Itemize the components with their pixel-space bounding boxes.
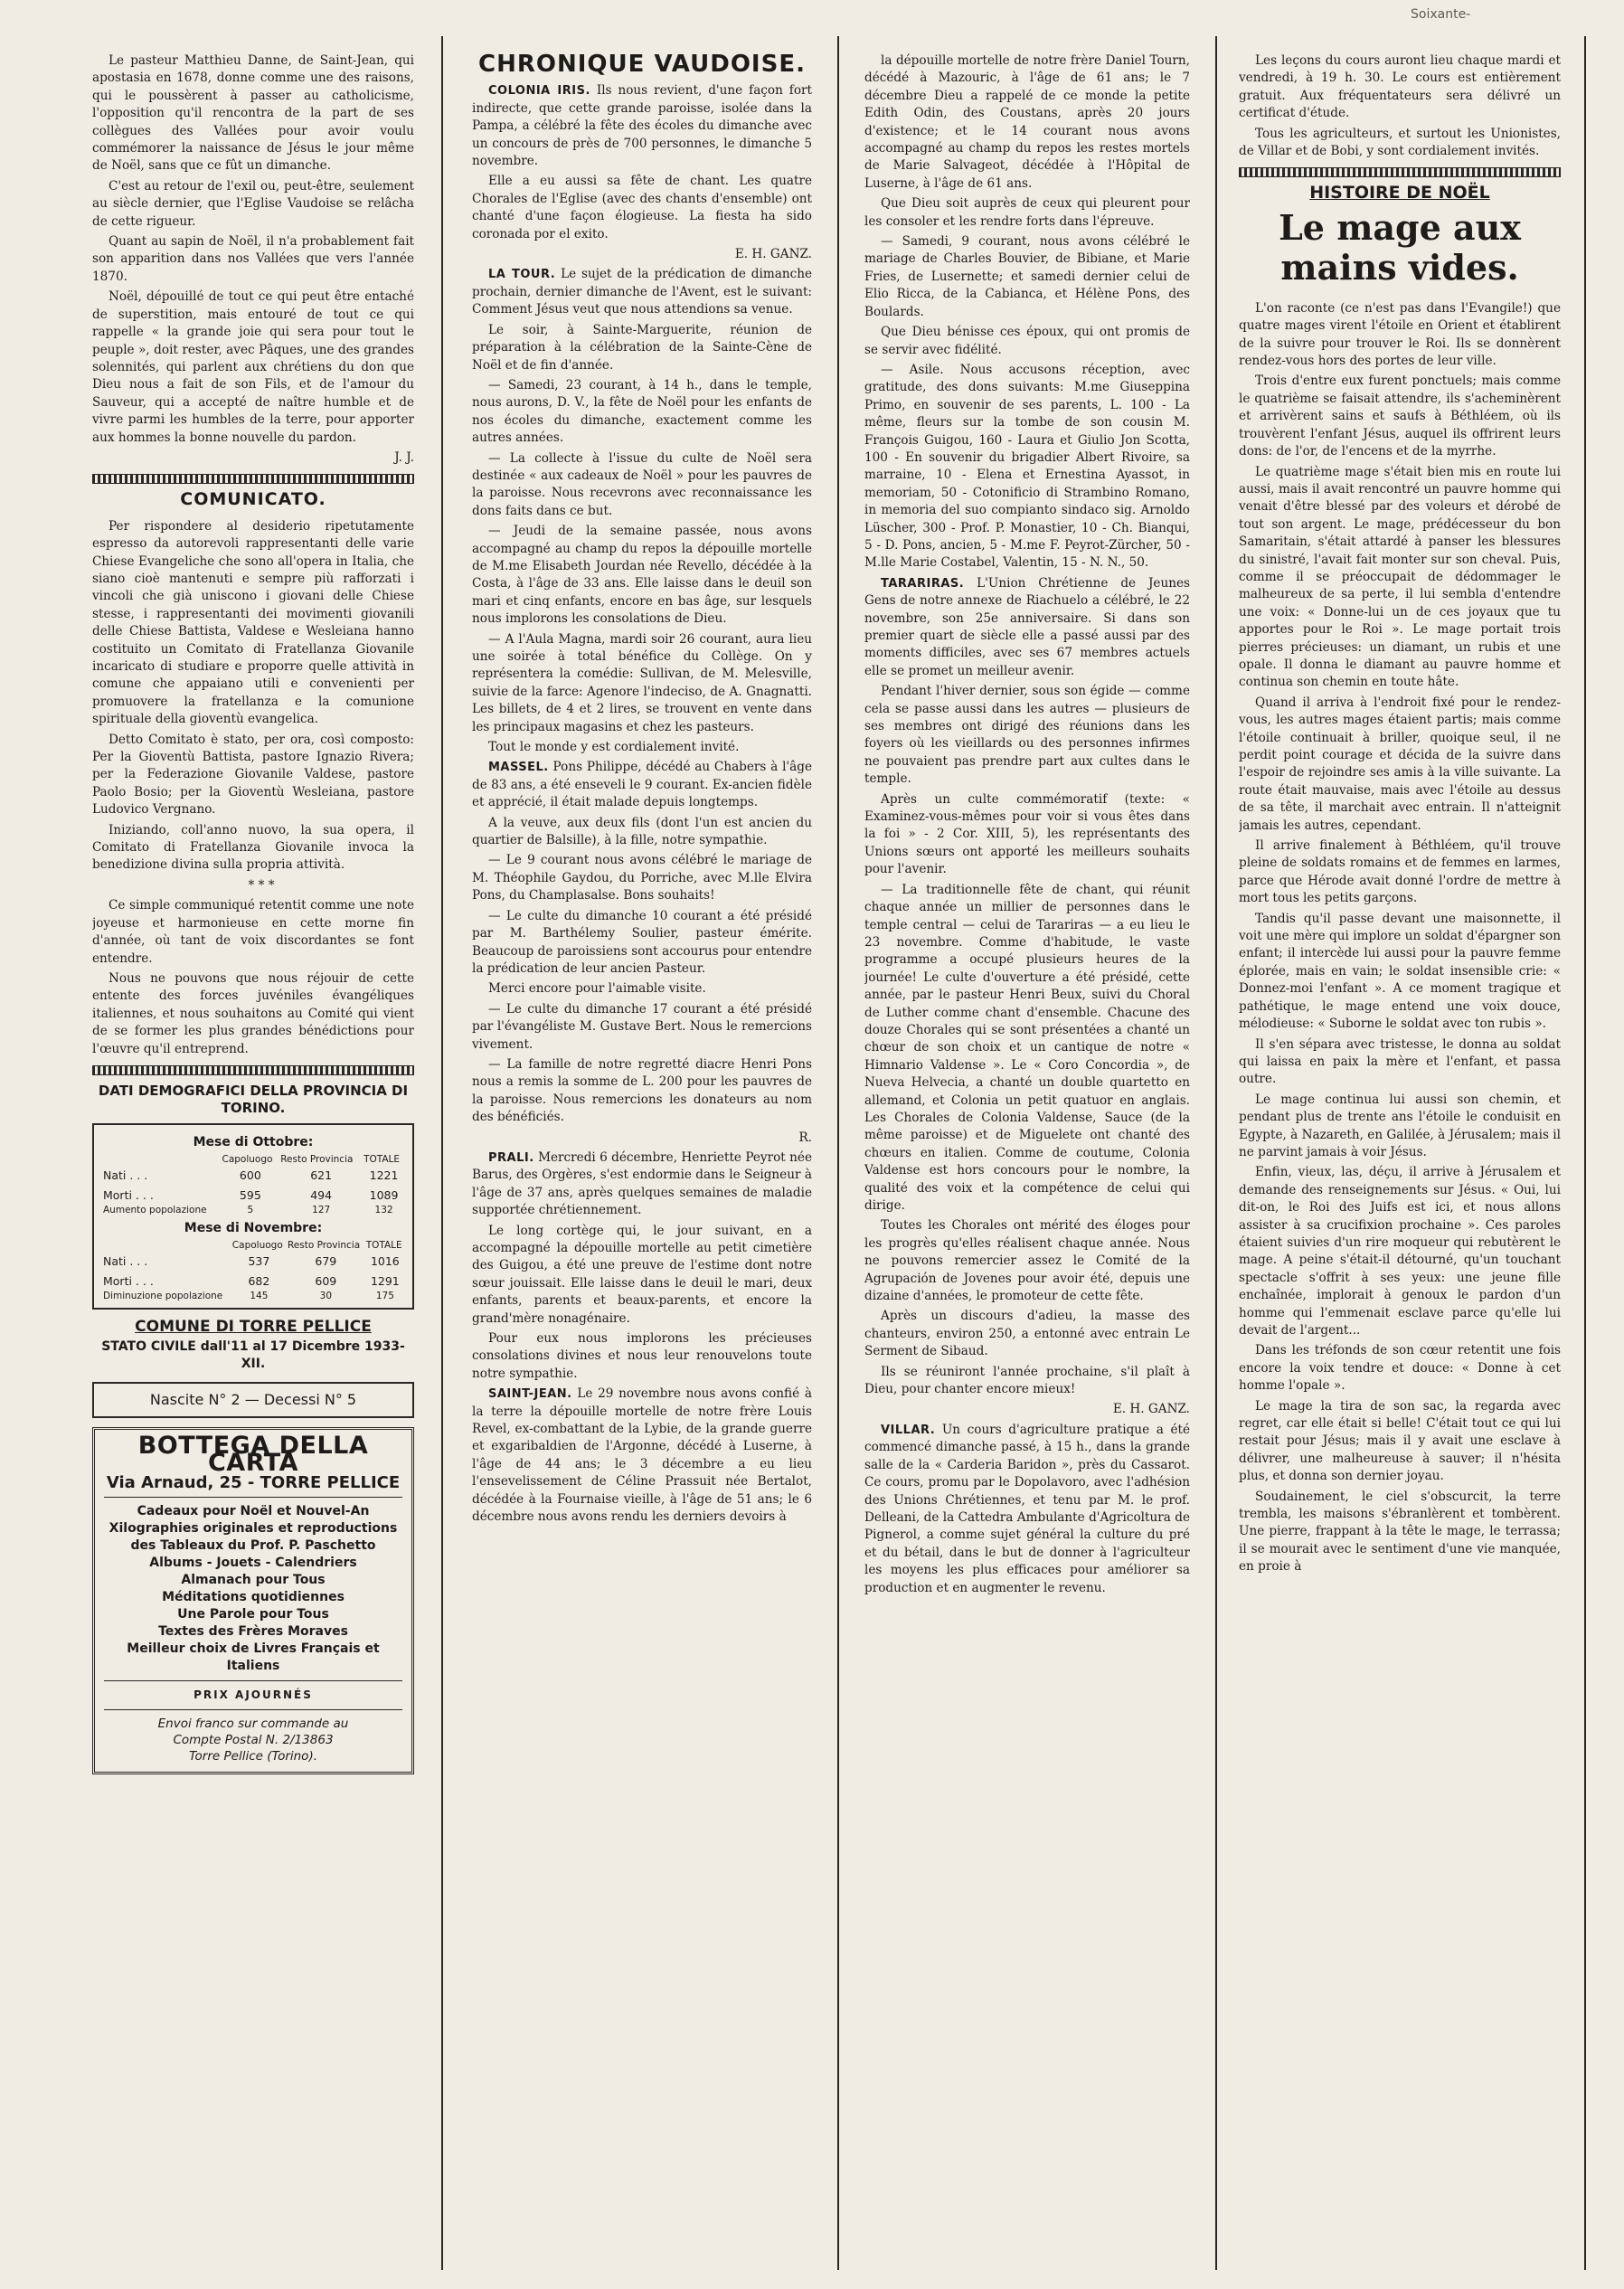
chronicle-entry (472, 82, 812, 170)
entry-text: A la veuve, aux deux fils (dont l'un est ancien du quartier de Balsille), à la fille, notre sympathie. (472, 815, 812, 848)
demo-header: TOTALE (364, 1154, 401, 1166)
story-paragraph: Tandis qu'il passe devant une maisonnette, il voit une mère qui implore un soldat d'épargner son enfant; il intercède lui aussi pour la pauvre femme éplorée, mais en vain; le soldat insensible crie: « Donnez-moi l'enfant ». A ce moment tragique et pathétique, le mage entend une voix douce, mélodieuse: « Suborne le soldat avec ton rubis ». (1239, 911, 1561, 1032)
advert-footer-line: Compte Postal N. 2/13863 (173, 1733, 334, 1748)
column-divider (1584, 36, 1586, 2270)
demo-cell: 682 (248, 1273, 270, 1288)
chronicle-entry (472, 1149, 812, 1220)
demo-cell: Morti . . . (103, 1187, 154, 1202)
entry-text: Que Dieu soit auprès de ceux qui pleurent pour les consoler et les rendre forts dans l'épreuve. (864, 196, 1190, 229)
chronicle-entry (472, 980, 812, 998)
entry-text: Elle a eu aussi sa fête de chant. Les quatre Chorales de l'Eglise (avec des chants d'ensemble) ont chanté d'une façon élogieuse. La fiesta ha sido coronada por el exito. (472, 174, 812, 241)
demo-row (101, 1272, 405, 1291)
chronicle-entry (864, 1217, 1190, 1305)
advert-footer-line: Torre Pellice (Torino). (188, 1749, 318, 1764)
article-paragraph: Noël, dépouillé de tout ce qui peut être entaché de superstition, mais entouré de tout ce qui rappelle « la grande joie qui sera pour tout le peuple », doit rester, avec Pâques, une des grandes solennités, qui parlent aux chrétiens du don que Dieu nous a fait de son Fils, et de l'amour du Sauveur, qui a accepté de naître humble et de vivre parmi les humbles de la terre, pour apporter aux hommes la bonne nouvelle du pardon. (92, 289, 414, 445)
chronique-continued (864, 52, 1190, 1597)
chronicle-entry (864, 324, 1190, 359)
commune-title: COMUNE DI TORRE PELLICE (135, 1318, 372, 1337)
advert-prix: PRIX AJOURNÉS (194, 1688, 313, 1702)
chronicle-entry (472, 266, 812, 318)
place-name: SAINT-JEAN. (488, 1387, 572, 1402)
chronicle-entry (472, 815, 812, 850)
entry-text: Après un culte commémoratif (texte: « Examinez-vous-mêmes pour voir si vous êtes dans la foi » - 2 Cor. XIII, 5), les représentants des Unions sœurs ont apporté les meilleurs souhaits pour l'avenir. (864, 791, 1190, 877)
chronicle-entry (864, 1422, 1190, 1597)
noel-article (92, 52, 414, 447)
chronicle-entry (472, 450, 812, 521)
chronique-title: CHRONIQUE VAUDOISE. (478, 52, 806, 78)
demo-row (101, 1291, 405, 1302)
section-divider (92, 474, 414, 484)
article-paragraph: Les leçons du cours auront lieu chaque mardi et vendredi, à 19 h. 30. Le cours est entièrement gratuit. Aux fréquentateurs sera délivré un certificat d'étude. (1239, 53, 1561, 121)
entry-text: Merci encore pour l'aimable visite. (488, 981, 706, 997)
demo-header: Capoluogo (222, 1154, 273, 1166)
advert-line: Albums - Jouets - Calendriers (149, 1556, 357, 1571)
chronicle-entry (472, 852, 812, 904)
entry-text: Le long cortège qui, le jour suivant, en a accompagné la dépouille mortelle au petit cimetière des Guigou, a été une preuve de l'estime dont notre sœur jouissait. Elle laisse dans le deuil le mari, deux enfants, parents et beaux-parents, et encore la grand'mère nonagénaire. (472, 1223, 812, 1326)
advert-line: Méditations quotidiennes (162, 1590, 345, 1605)
entry-text: — Samedi, 23 courant, à 14 h., dans le temple, nous aurons, D. V., la fête de Noël pour les enfants de nos écoles du dimanche, exactement comme les autres années. (472, 377, 812, 446)
chronicle-entry (472, 173, 812, 243)
masthead-corner: Soixante- (1411, 7, 1471, 22)
demo-cell: 600 (239, 1168, 261, 1183)
entry-text: Pons Philippe, décédé au Chabers à l'âge de 83 ans, a été enseveli le 9 courant. Ex-ancien fidèle et apprécié, il était malade depuis longtemps. (472, 760, 812, 810)
advert-footer-line: Envoi franco sur commande au (157, 1717, 349, 1732)
demo-header (101, 1153, 221, 1166)
demo-cell: 595 (239, 1187, 261, 1202)
chronicle-entry (472, 523, 812, 628)
entry-text: L'Union Chrétienne de Jeunes Gens de notre annexe de Riachuelo a célébré, le 22 novembre, son 25e anniversaire. Si dans son premier quart de siècle elle a passé aussi par des moments difficiles, avec ses 67 membres actuels elle se promet un meilleur avenir. (864, 575, 1190, 678)
chronicle-entry (472, 1386, 812, 1526)
chronicle-entry (864, 233, 1190, 321)
demo-cell: 1089 (369, 1187, 399, 1202)
demo-cell: 1016 (370, 1254, 400, 1269)
section-divider (92, 1065, 414, 1075)
demo-cell: Diminuzione popolazione (103, 1291, 223, 1302)
entry-text: — Jeudi de la semaine passée, nous avons accompagné au champ du repos la dépouille mortelle de M.me Elisabeth Jourdan née Revello, décédée à la Costa, à l'âge de 33 ans. Elle laisse dans le deuil son mari et cinq enfants, encore en bas âge, sur lesquels nous implorons les consolations de Dieu. (472, 524, 812, 627)
column-divider (441, 36, 443, 2270)
entry-signature: E. H. GANZ. (1112, 1402, 1190, 1417)
column-1 (92, 52, 414, 2259)
entry-text: Tout le monde y est cordialement invité. (488, 740, 740, 755)
advert-footer (104, 1716, 402, 1764)
demo-cell: 621 (310, 1168, 333, 1183)
entry-text: Après un discours d'adieu, la masse des chanteurs, environ 250, a entonné avec entrain Le Serment de Sibaud. (864, 1309, 1190, 1359)
advert-address: Via Arnaud, 25 - TORRE PELLICE (106, 1472, 401, 1492)
demo-header: Resto Provincia (287, 1240, 361, 1252)
comunicato-comment (92, 897, 414, 1058)
advert-line: Une Parole pour Tous (177, 1607, 329, 1622)
article-paragraph: Quant au sapin de Noël, il n'a probablement fait son apparition dans nos Vallées que vers l'année 1870. (92, 234, 414, 284)
article-paragraph: Tous les agriculteurs, et surtout les Unionistes, de Villar et de Bobi, y sont cordialement invités. (1239, 126, 1561, 159)
column-divider (1215, 36, 1217, 2270)
chronicle-entry (864, 362, 1190, 572)
story-title: Le mage aux mains vides. (1279, 206, 1521, 288)
entry-text: — Asile. Nous accusons réception, avec gratitude, des dons suivants: M.me Giuseppina Primo, en souvenir de ses parents, L. 100 - La même, fleurs sur la tombe de son cousin M. François Guigou, 160 - Laura et Giulio Jon Scotta, 100 - En souvenir du brigadier Albert Rivoire, sa marraine, 10 - Elena et Ernestina Ayassot, in memoriam, 50 - Cotonificio di Strambino Romano, in memoria del suo compianto sindaco sig. Arnoldo Lüscher, 300 - Prof. P. Monastier, 10 - Ch. Bianqui, 5 - D. Pons, ancien, 5 - M.me F. Peyrot-Zürcher, 50 - M.lle Marie Costabel, Valentin, 15 - N. N., 50. (864, 362, 1190, 571)
demo-cell: 609 (315, 1273, 337, 1288)
advert-line: Meilleur choix de Livres Français et Italiens (127, 1641, 380, 1674)
story-paragraph: L'on raconte (ce n'est pas dans l'Evangile!) que quatre mages virent l'étoile en Orient et établirent de la suivre pour trouver le Roi. Ils se donnèrent rendez-vous hors des portes de leur ville. (1239, 300, 1561, 369)
entry-text: — A l'Aula Magna, mardi soir 26 courant, aura lieu une soirée à total bénéfice du Collège. On y représentera la comédie: Sullivan, de M. Melesville, suivie de la farce: Agenore l'indeciso, de A. Gnagnatti. Les billets, de 4 et 2 lires, se trouvent en vente dans les principaux magasins et chez les pasteurs. (472, 631, 812, 734)
entry-text: — La famille de notre regretté diacre Henri Pons nous a remis la somme de L. 200 pour les pauvres de la paroisse. Nous remercions les donateurs au nom des bénéficiés. (472, 1056, 812, 1125)
story-paragraph: Il arrive finalement à Béthléem, qu'il trouve pleine de soldats romains et de femmes en larmes, parce que Hérode avait donné l'ordre de mettre à mort tous les petits garçons. (1239, 838, 1561, 906)
demo-cell: 1291 (370, 1273, 400, 1288)
comment-paragraph: Nous ne pouvons que nous réjouir de cette entente des forces juvéniles évangéliques italiennes, et nous souhaitons au Comité qui vient de se former les plus grandes bénédictions pour l'œuvre qu'il entreprend. (92, 970, 414, 1056)
place-name: PRALI. (488, 1150, 534, 1165)
entry-text: — La collecte à l'issue du culte de Noël sera destinée « aux cadeaux de Noël » pour les pauvres de la paroisse. Nous recevrons avec reconnaissance les dons faits dans ce but. (472, 450, 812, 518)
chronicle-entry (472, 759, 812, 811)
demo-cell: 30 (319, 1291, 333, 1302)
demo-cell: 494 (310, 1187, 333, 1202)
entry-text: Un cours d'agriculture pratique a été commencé dimanche passé, à 15 h., dans la grande salle de la « Carderia Baridon », près du Cassarot. Ce cours, promu par le Dopolavoro, avec l'adhésion des Unions Chrétiennes, et tenu par M. le prof. Delleani, de la Cattedra Ambulante d'Agricoltura de Pignerol, a comme sujet général la culture du pré et du bétail, dans le but de donner à l'agriculteur les moyens les plus efficaces pour améliorer sa production et en augmenter le revenu. (864, 1422, 1190, 1595)
entry-text: — Le culte du dimanche 10 courant a été présidé par M. Barthélemy Soulier, pasteur émérite. Beaucoup de paroissiens sont accourus pour entendre la prédication de leur ancien Pasteur. (472, 908, 812, 976)
entry-text: Que Dieu bénisse ces époux, qui ont promis de se servir avec fidélité. (864, 325, 1190, 357)
column-4 (1239, 52, 1561, 2259)
demo-cell: 132 (374, 1204, 393, 1215)
entry-text: — Samedi, 9 courant, nous avons célébré le mariage de Charles Bouvier, de Bibiane, et Marie Fries, de Lusernette; et samedi dernier celui de Elio Ricca, de la Cabianca, et Hélène Pons, des Boulards. (864, 234, 1190, 319)
demo-header: Resto Provincia (280, 1154, 354, 1166)
demo-row (101, 1186, 405, 1205)
demo-cell: 175 (375, 1291, 394, 1302)
demo-cell: 679 (315, 1254, 337, 1269)
chronicle-entry (472, 1001, 812, 1054)
demo-cell: 1221 (369, 1168, 399, 1183)
advert-lines (104, 1503, 402, 1675)
chronicle-entry (472, 322, 812, 374)
entry-signature: R. (798, 1130, 812, 1145)
comunicato-paragraph: Detto Comitato è stato, per ora, così composto: Per la Gioventù Battista, pastore Ignazio Rivera; per la Federazione Giovanile Valdese, pastore Paolo Bosio; per la Gioventù Wesleiana, pastore Ludovico Vergnano. (92, 732, 414, 818)
demo-row (101, 1205, 405, 1216)
chronique-entries (472, 82, 812, 1526)
comunicato-article (92, 518, 414, 875)
chronicle-entry (864, 575, 1190, 680)
story-paragraph: Trois d'entre eux furent ponctuels; mais comme le quatrième se faisait attendre, ils s'acheminèrent et arrivèrent sains et saufs à Béthléem, où ils trouvèrent l'enfant Jésus, auquel ils offrirent leurs dons: de l'or, de l'encens et de la myrrhe. (1239, 374, 1561, 459)
story-body (1239, 300, 1561, 1576)
villar-continued (1239, 52, 1561, 160)
entry-text: Ils nous revient, d'une façon fort indirecte, que cette grande paroisse, isolée dans la Pampa, a célébré la fête des écoles du dimanche avec un concours de près de 700 personnes, le dimanche 5 novembre. (472, 83, 812, 169)
demo-header: TOTALE (365, 1240, 402, 1252)
chronicle-entry (864, 1364, 1190, 1399)
demo-cell: 127 (312, 1204, 331, 1215)
article-paragraph: Le pasteur Matthieu Danne, de Saint-Jean, qui apostasia en 1678, donne comme une des raisons, qui le poussèrent à passer au catholicisme, l'opposition qu'il rencontra de la part de ses collègues des Vallées pour avoir voulu commémorer la naissance de Jésus le jour même de Noël, sans que ce fût un dimanche. (92, 53, 414, 174)
advert-line: Xilographies originales et reproductions des Tableaux du Prof. P. Paschetto (109, 1521, 398, 1554)
entry-text: Pendant l'hiver dernier, sous son égide — comme cela se passe aussi dans les autres — plusieurs de ses membres ont dirigé des réunions dans les foyers où les vieillards ou des personnes infirmes ne pouvaient pas prendre part aux cultes dans le temple. (864, 684, 1190, 787)
entry-text: Toutes les Chorales ont mérité des éloges pour les progrès qu'elles réalisent chaque année. Nous ne pouvons remercier assez le Comité de la Agrupación de Jovenes pour avoir été, depuis une dizaine d'années, le promoteur de cette fête. (864, 1218, 1190, 1304)
entry-text: Pour eux nous implorons les précieuses consolations divines et nous leur renouvelons toute notre sympathie. (472, 1331, 812, 1381)
advert-line: Textes des Frères Moraves (158, 1624, 348, 1640)
entry-text: Le 29 novembre nous avons confié à la terre la dépouille mortelle de notre frère Louis Revel, ex-combattant de la Lybie, de la grande guerre et exgaribaldien de l'Argonne, décédé à Luserne, à l'âge de 44 ans; le 3 décembre a eu lieu l'ensevelissement de Céline Prassuit née Bertalot, décédée à la Fournaise vieille, à l'âge de 51 ans; le 6 décembre nous avons rendu les derniers devoirs à (472, 1386, 812, 1525)
entry-text: Le sujet de la prédication de dimanche prochain, dernier dimanche de l'Avent, est le suivant: Comment Jésus veut que nous attendions sa venue. (472, 267, 812, 317)
demo-cell: Aumento popolazione (103, 1204, 207, 1215)
chronicle-entry (472, 631, 812, 736)
demo-cell: Nati . . . (103, 1168, 148, 1183)
story-heading: HISTOIRE DE NOËL (1309, 183, 1490, 203)
column-3 (864, 52, 1190, 2259)
chronicle-entry (864, 882, 1190, 1215)
chronicle-entry (472, 1223, 812, 1328)
entry-text: — Le culte du dimanche 17 courant a été présidé par l'évangéliste M. Gustave Bert. Nous le remercions vivement. (472, 1001, 812, 1052)
demo-row (101, 1252, 405, 1271)
comment-paragraph: Ce simple communiqué retentit comme une note joyeuse et harmonieuse en cette morne fin d'année, où tant de voix discordantes se font entendre. (92, 898, 414, 966)
chronicle-entry (864, 52, 1190, 193)
advert-rule (104, 1709, 402, 1710)
demo-month-title: Mese di Ottobre: (193, 1134, 314, 1149)
demo-header (101, 1239, 231, 1252)
entry-text: la dépouille mortelle de notre frère Daniel Tourn, décédé à Mazouric, à l'âge de 61 ans; le 7 décembre Dieu a rappelé de ce monde la petite Edith Odin, des Coustans, après 20 jours d'existence; et le 14 courant nous avons accompagné au champ du repos les restes mortels de Marie Salvageot, décédée à l'Hôpital de Luserne, à l'âge de 61 ans. (864, 53, 1190, 191)
entry-text: — La traditionnelle fête de chant, qui réunit chaque année un millier de personnes dans le temple central — celui de Tarariras — a eu lieu le 23 novembre. Comme d'habitude, le vaste programme a occupé plusieurs heures de la journée! Le culte d'ouverture a été présidé, cette année, par le pasteur Henri Beux, suivi du Choral de Luther comme chant d'ensemble. Chacune des douze Chorales qui se sont présentées a chanté un chœur de son choix et un cantique de notre « Himnario Valdense ». Le « Coro Concordia », de Nueva Helvecia, a chanté un double quartetto en allemand, et Colonia un petit quatuor en anglais. Les Chorales de Colonia Valdense, Sauce (de la même paroisse) et de Miguelete ont chanté des chœurs en italien. Comme de coutume, Colonia Valdense est hors concours pour le nombre, la qualité des voix et la compétence de celui qui dirige. (864, 882, 1190, 1213)
chronicle-entry (472, 908, 812, 979)
stato-civile: STATO CIVILE dall'11 al 17 Dicembre 1933-XII. (101, 1338, 405, 1371)
chronicle-entry (472, 1056, 812, 1127)
entry-text: — Le 9 courant nous avons célébré le mariage de M. Théophile Gaydou, du Porriche, avec M.lle Elvira Pons, du Champlasalse. Bons souhaits! (472, 853, 812, 903)
place-name: LA TOUR. (488, 268, 556, 282)
chronicle-entry (472, 1330, 812, 1383)
column-2 (472, 52, 812, 2259)
place-name: MASSEL. (488, 761, 549, 775)
demo-table (101, 1239, 405, 1302)
demo-table (101, 1153, 405, 1216)
advert-rule (104, 1680, 402, 1681)
advert-line: Cadeaux pour Noël et Nouvel-An (137, 1504, 370, 1519)
entry-text: Ils se réuniront l'année prochaine, s'il plaît à Dieu, pour chanter encore mieux! (864, 1364, 1190, 1397)
chronicle-entry (864, 791, 1190, 879)
comunicato-paragraph: Iniziando, coll'anno nuovo, la sua opera, il Comitato di Fratellanza Giovanile invoca la benedizione divina sulla propria attività. (92, 822, 414, 873)
chronicle-entry (472, 739, 812, 756)
advert-rule (104, 1497, 402, 1498)
story-paragraph: Enfin, vieux, las, déçu, il arrive à Jérusalem et demande des renseignements sur Jésus. « Oui, lui dit-on, le Roi des Juifs est ici, et nous allons assister à sa crucifixion prochaine ». Ces paroles étaient suivies d'un rire moqueur qui rebutèrent le mage. A peine s'était-il détourné, qu'un touchant spectacle s'offrit à ses yeux: une jeune fille enchaînée, implorait à genoux le pardon d'un homme qui l'emmenait esclave parce qu'elle lui devait de l'argent... (1239, 1165, 1561, 1338)
story-paragraph: Le quatrième mage s'était bien mis en route lui aussi, mais il avait rencontré un pauvre homme qui venait d'être blessé par des voleurs et dérobé de tout son argent. Le mage, prédécesseur du bon Samaritain, s'était attardé à panser les blessures du sinistré, l'avait fait monter sur son cheval. Puis, comme il se préoccupait de dédommager le malheureux de sa perte, il lui sembla d'entendre une voix: « Donne-lui un de ces joyaux que tu apportes pour le Roi ». Le mage portait trois pierres précieuses: un diamant, un rubis et une opale. Il donna le diamant au pauvre homme et continua son chemin en toute hâte. (1239, 464, 1561, 690)
stars-separator: * * * (248, 877, 275, 893)
place-name: TARARIRAS. (881, 576, 965, 591)
place-name: VILLAR. (881, 1423, 936, 1437)
comunicato-paragraph: Per rispondere al desiderio ripetutamente espresso da autorevoli rappresentanti delle varie Chiese Evangeliche che sono all'opera in Italia, che siano cioè mantenuti e sempre più rafforzati i vincoli che già uniscono i giovani delle Chiese stesse, i rappresentanti dei movimenti giovanili delle Chiese Battista, Valdese e Wesleiana hanno costituito un Comitato di Fratellanza Giovanile incaricato di studiare e proporre quelle attività in comune che appaiano utili e convenienti per promuovere la fratellanza e la comunione spirituale della gioventù evangelica. (92, 518, 414, 727)
story-paragraph: Quand il arriva à l'endroit fixé pour le rendez-vous, les autres mages étaient partis; mais comme l'étoile continuait à briller, quoique seul, il ne perdit point courage et décida de la suivre dans l'espoir de rejoindre ses amis à la ville suivante. La route était mauvaise, mais avec l'étoile au dessus de sa tête, il marchait avec entrain. Il n'atteignit jamais les autres, cependant. (1239, 695, 1561, 833)
comunicato-title: COMUNICATO. (180, 489, 326, 510)
demo-cell: 145 (250, 1291, 269, 1302)
entry-text: Le soir, à Sainte-Marguerite, réunion de préparation à la célébration de la Sainte-Cène de Noël et de fin d'année. (472, 322, 812, 373)
demo-row (101, 1166, 405, 1185)
story-paragraph: Dans les tréfonds de son cœur retentit une fois encore la voix tendre et douce: « Donne à cet homme l'opale ». (1239, 1343, 1561, 1394)
advert-shop-name: BOTTEGA DELLA CARTA (137, 1431, 369, 1478)
story-paragraph: Soudainement, le ciel s'obscurcit, la terre trembla, les maisons s'ébranlèrent et tombèrent. Une pierre, frappant à la tête le mage, le terrassa; il se mourait avec le sentiment d'une vie manquée, en proie à (1239, 1489, 1561, 1575)
chronicle-entry (864, 683, 1190, 788)
demographics-box (92, 1123, 414, 1310)
advert-line: Almanach pour Tous (181, 1573, 326, 1588)
demographics-title: DATI DEMOGRAFICI DELLA PROVINCIA DI TORINO. (98, 1082, 409, 1117)
article-paragraph: C'est au retour de l'exil ou, peut-être, seulement au siècle dernier, que l'Eglise Vaudoise se relâcha de cette rigueur. (92, 178, 414, 229)
demo-cell: Nati . . . (103, 1254, 148, 1269)
entry-signature: E. H. GANZ. (734, 247, 812, 262)
demo-cell: 5 (247, 1204, 254, 1215)
chronicle-entry (864, 195, 1190, 231)
chronicle-entry (472, 377, 812, 448)
column-divider (837, 36, 839, 2270)
article-signature: J. J. (394, 449, 414, 465)
story-paragraph: Il s'en sépara avec tristesse, le donna au soldat qui laissa en paix la mère et l'enfant, et passa outre. (1239, 1036, 1561, 1087)
bottega-advert (92, 1427, 414, 1775)
demo-month-title: Mese di Novembre: (184, 1220, 323, 1235)
births-deaths-box: Nascite N° 2 — Decessi N° 5 (92, 1382, 414, 1417)
entry-text: Mercredi 6 décembre, Henriette Peyrot née Barus, des Orgères, s'est endormie dans le Seigneur à l'âge de 37 ans, après quelques semaines de maladie supportée chrétiennement. (472, 1149, 812, 1218)
demo-cell: Morti . . . (103, 1273, 154, 1288)
demo-header: Capoluogo (231, 1240, 283, 1252)
story-paragraph: Le mage continua lui aussi son chemin, et pendant plus de trente ans l'étoile le conduisit en Egypte, à Nazareth, en Galilée, à Jérusalem; mais il ne parvint jamais à voir Jésus. (1239, 1092, 1561, 1159)
section-divider (1239, 167, 1561, 177)
place-name: COLONIA IRIS. (488, 84, 590, 99)
demo-cell: 537 (248, 1254, 270, 1269)
story-paragraph: Le mage la tira de son sac, la regarda avec regret, car elle était si belle! C'était tout ce qui lui restait pour Jésus; mais il y avait une esclave à délivrer, une malheureuse à sauver; il n'hésita plus, et donna son dernier joyau. (1239, 1398, 1561, 1484)
chronicle-entry (864, 1308, 1190, 1360)
